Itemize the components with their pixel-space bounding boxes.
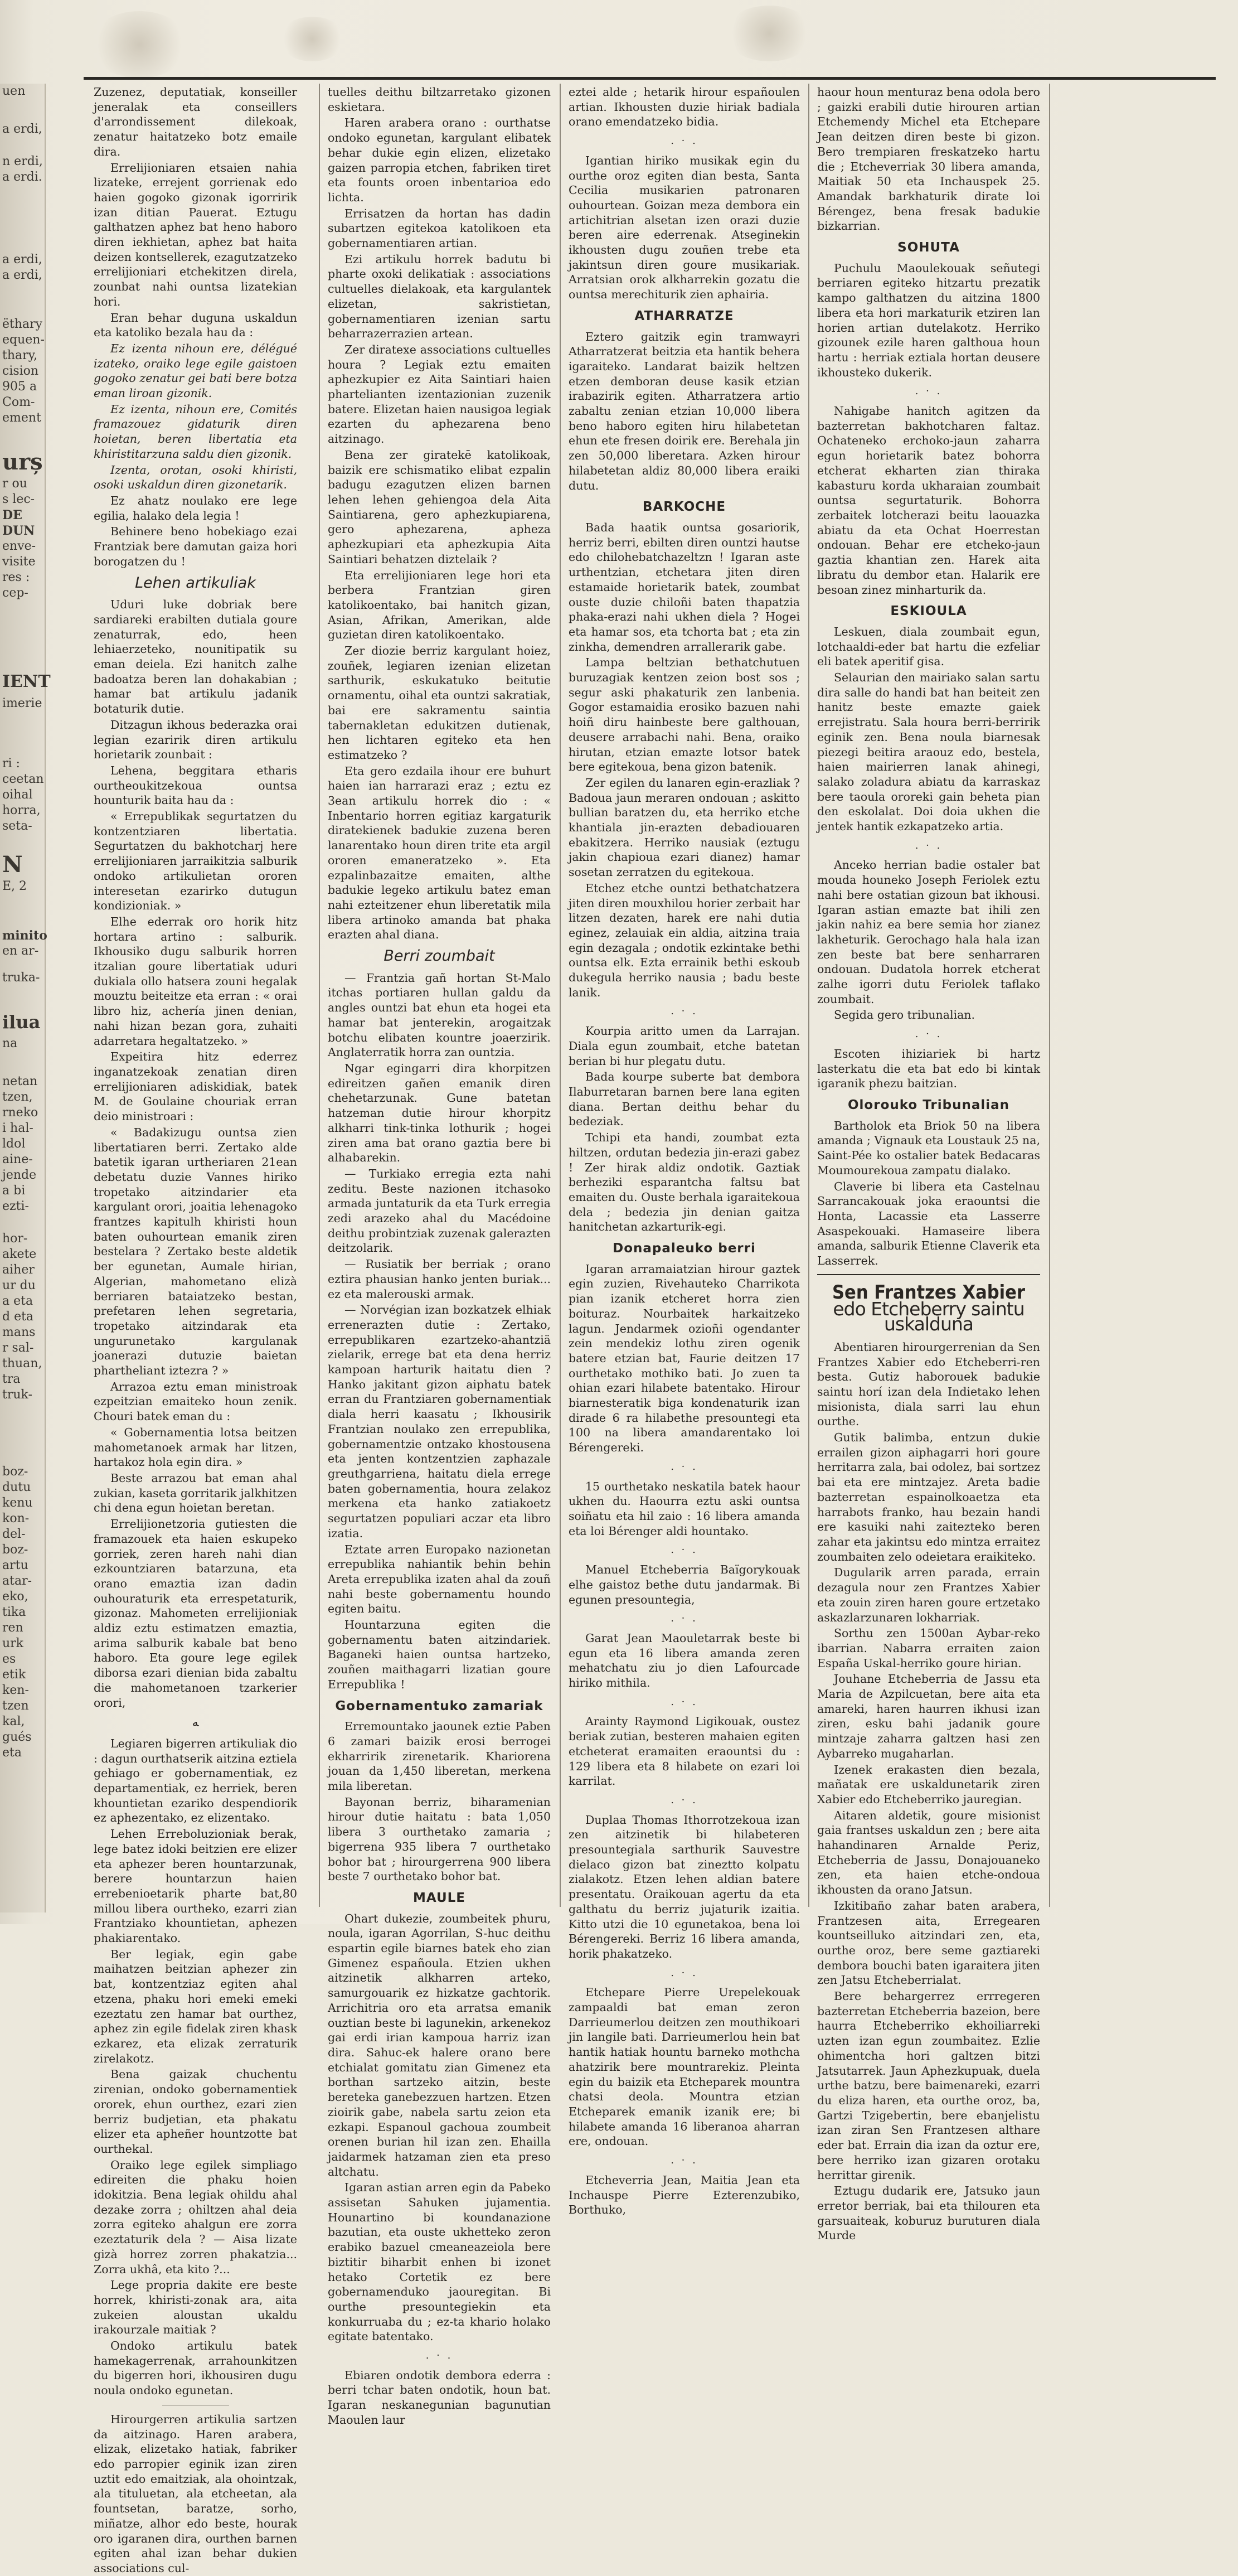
dots-divider: . · . bbox=[671, 135, 698, 147]
margin-line: hor- bbox=[2, 1232, 28, 1246]
section-title: ATHARRATZE bbox=[634, 308, 734, 323]
paragraph: Igantian hiriko musikak egin du ourthe oroz egiten dian besta, Santa Cecilia musikarien patronaren ouhourtean. Goizan meza dembora ein artichitrian alsetan izen orazi duzie beren aire ederrenak. Atseginekin ikhousten dugu zouñen trebe eta jakintsun diren goure musikariak. Arratsian orok alkharrekin gozatu die ountsa merechiturik zien aphairia. bbox=[569, 153, 800, 302]
margin-line: E, 2 bbox=[2, 879, 27, 893]
paragraph: Errelijioniaren etsaien nahia lizateke, errejent gorrienak edo haien gogoko gizonak igorririk izan ditian Pauerat. Eztugu galthatzen aphez bat heno haboro diren iekhietan, aphez bat haita deizen kontsellerek, ezagutzatzeko errelijioniari etchekitzen direla, zounbat nahi ountsa lizatekian hori. bbox=[94, 161, 297, 308]
paragraph: Ohart dukezie, zoumbeitek phuru, noula, igaran Agorrilan, S-huc deithu espartin egile biarnes batek eho zian Gimenez españoula. Etzien ukhen aitzinetik alkharren arteko, samurgouarik ez hizkatze gachtorik. Arrichitria oro eta arratsa emanik ouztian beste bi lagunekin, arkenekoz gai erdi irian kampoua harriz izan dira. Sahuc-ek halere orano bere etchialat gomitatu zian Gimenez eta borthan sartzeko aitzin, beste bereteka ganebezzuen hartzen. Etzen zioirik gabe, nabela sartu zeion eta ezkapi. Espanoul gachoua zoumbeit orenen burian hil izan zen. Ehailla jaidarmek hatzaman zien eta preso altchatu. bbox=[328, 1911, 551, 2178]
paper-stain bbox=[279, 17, 346, 61]
dots-divider: . · . bbox=[671, 1460, 698, 1473]
paragraph: Sorthu zen 1500an Aybar-reko ibarrian. Nabarra erraiten zaion España Uskal-herriko goure hirian. bbox=[817, 1626, 1040, 1670]
paragraph: Ondoko artikulu batek hamekagerrenak, arrahounkitzen du bigerren hori, ikhousiren dugu noula ondoko egunetan. bbox=[94, 2339, 297, 2398]
paragraph: tuelles deithu biltzarretako gizonen eskietara. bbox=[328, 85, 551, 114]
margin-line: tzen, bbox=[2, 1090, 33, 1104]
margin-line: mans bbox=[2, 1325, 36, 1339]
section-title: MAULE bbox=[412, 1890, 466, 1905]
paragraph: Erremountako jaounek eztie Paben 6 zamari baizik erosi berrogei ekharririk zirenetarik. Khariorena jouan da 1,450 liberetan, merkena mila liberetan. bbox=[328, 1720, 551, 1793]
margin-line: s lec- bbox=[2, 492, 35, 506]
margin-line: ren bbox=[2, 1621, 23, 1635]
margin-line: res : bbox=[2, 570, 30, 584]
paragraph: Garat Jean Maouletarrak beste bi egun eta 16 libera amanda zeren mehatchatu ziu jo dien Lafourcade hiriko mithila. bbox=[569, 1631, 800, 1690]
paragraph: Jouhane Etcheberria de Jassu eta Maria de Azpilcuetan, bere aita eta amareki, haren haurren ikhusi izan ziren, esku bahi jadanik goure mintzaje zaharra galtzen hasi zen Aybarreko mugaharlan. bbox=[817, 1672, 1040, 1760]
margin-line: truk- bbox=[2, 1388, 32, 1402]
paragraph: Bada haatik ountsa gosariorik, herriz berri, ebilten diren ountzi hautse edo chilohebatchazeltzn ! Igaran aste urthentzian, etchetara jiten diren estamaide horietarik batek, zoumbat ouste duzie chiloñi baten thapatzia phaka-erazi nahi ukhen diela ? Hogei eta hamar sos, eta tchorta bat ; eta zin zinkha, demendren arrallerarik gabe. bbox=[569, 520, 800, 653]
margin-line: dutu bbox=[2, 1480, 31, 1494]
margin-line: imerie bbox=[2, 696, 42, 710]
margin-line: kal, bbox=[2, 1715, 25, 1728]
paragraph: Etchepare Pierre Urepelekouak zampaaldi bat eman zeron Darrieumerlou deitzen zen mouthikoari jin langile bati. Darrieumerlou hein bat hantik hatiak hountu barneko mothcha ahatzirik bere mountrarekiz. Pleinta egin du baizik eta Etcheparek mountra chatsi deola. Mountra etzian Etcheparek emanik izanik ere; bi hilabete amanda 16 liberanoa aharran ere, ondouan. bbox=[569, 1986, 800, 2148]
margin-line: aiher bbox=[2, 1263, 35, 1277]
margin-line: kenu bbox=[2, 1496, 33, 1510]
paragraph: Lege propria dakite ere beste horrek, khiristi-zonak ara, aita zukeien aloustan ukaldu irakourzale maitiak ? bbox=[94, 2278, 297, 2337]
paragraph: Gutik balimba, entzun dukie errailen gizon aiphagarri hori goure herritarra zala, bai odolez, bai sortzez bai eta ere mintzajez. Areta badie bazterretan espainolkoaetza eta harrabots franko, hau bezain handi ere kasuiki nahi zaitezteko beren zahar eta jakintsu edo mintza erraitez zoumbaiten zelo odeietara eraikiteko. bbox=[817, 1431, 1040, 1563]
paragraph: Errelijionetzoria gutiesten die framazouek eta haien eskupeko gorriek, zeren hareh nahi dian ezkountziaren batarzuna, eta orano emaztia izan dadin ouhouraturik eta errespetaturik, gizonaz. Mahometen errelijioniak aldiz eztu estimatzen emaztia, arima salburik kabale bat beno haboro. Eta goure lege egilek diborsa ezari dienian bida zabaltu die mahometanoen tzarkerier orori, bbox=[94, 1517, 297, 1710]
paragraph: Ez izenta, nihoun ere, Comités framazouez gidaturik diren hoietan, beren libertatia eta khiristitarzuna saldu dien gizonik. bbox=[94, 402, 297, 461]
paragraph: Beste arrazou bat eman ahal zukian, kaseta gorritarik jalkhitzen chi dena egun hoietan beretan. bbox=[94, 1471, 297, 1515]
paragraph: Arrazoa eztu eman ministroak ezpeitzian emaiteko houn zenik. Chouri batek eman du : bbox=[94, 1379, 297, 1423]
paragraph: Zer diratexe associations cultuelles houra ? Legiak eztu emaiten aphezkupier ez Aita Saintiari haien phartelianten izentazionian zuzenik batere. Elizetan haien nausigoa legiak ezarten du aphezarena beno aitzinago. bbox=[328, 342, 551, 446]
margin-line: a erdi, bbox=[2, 268, 42, 282]
paragraph: Leskuen, diala zoumbait egun, lotchaaldi-eder bat hartu die ezfeliar eli batek aperitif gisa. bbox=[817, 624, 1040, 669]
column-3 bbox=[569, 85, 800, 2217]
paragraph: Oraiko lege egilek simpliago edireiten die phaku hoien idokitzia. Bena legiak ohildu ahal dezake zorra ; ohiltzen ahal deia zorra egiteko ahalgun ere zorra ezeztaturik dela ? — Aisa lizate gizà horrez zorren phakatzia... Zorra ukhâ, eta kito ?... bbox=[94, 2158, 297, 2276]
column-rule bbox=[560, 84, 561, 1907]
paragraph: Segida gero tribunalian. bbox=[834, 1008, 975, 1022]
dots-divider: . · . bbox=[671, 2154, 698, 2167]
dots-divider: . · . bbox=[425, 2350, 453, 2362]
margin-line: uen bbox=[2, 84, 26, 98]
paragraph: Bayonan berriz, biharamenian hirour dutie haitatu : bata 1,050 libera 3 ourthetako zamaria ; bigerrena 935 libera 7 ourthetako bohor bat ; hirourgerrena 900 libera beste 7 ourthetako bohor bat. bbox=[328, 1795, 551, 1883]
ornament-divider: ﻪ bbox=[192, 1716, 199, 1730]
margin-line: a erdi. bbox=[2, 170, 42, 184]
feature-heading: Sen Frantzes Xabier bbox=[832, 1281, 1025, 1304]
paragraph: Ebiaren ondotik dembora ederra : berri tchar baten ondotik, houn bat. Igaran neskanegunian bagunutian Maoulen laur bbox=[328, 2368, 551, 2427]
section-title: Lehen artikuliak bbox=[135, 574, 256, 592]
paragraph: « Gobernamentia lotsa beitzen mahometanoek armak har litzen, hartakoz hola egin dira. » bbox=[94, 1425, 297, 1469]
feature-subheading: edo Etcheberry saintu uskalduna bbox=[833, 1298, 1025, 1335]
margin-line: i hal- bbox=[2, 1121, 33, 1135]
margin-line: gués bbox=[2, 1730, 32, 1744]
dots-divider: . · . bbox=[671, 1005, 698, 1018]
margin-line: Com- bbox=[2, 395, 35, 409]
margin-line: a erdi, bbox=[2, 122, 42, 136]
paragraph: Claverie bi libera eta Castelnau Sarrancakouak joka eraountsi die Honta, Lacassie eta Lasserre Asaspekouaki. Hamaseire libera amanda, salburik Etienne Claverik eta Lasserrek. bbox=[817, 1179, 1040, 1268]
paragraph: haour houn menturaz bena odola bero ; gaizki erabili dutie hirouren artian Etchemendy Michel eta Etchepare Jean deitzen diren beste bi gizon. Bero trempiaren freskatzeko hartu die ; Etcheverriak 30 libera amanda, Maitiak 50 eta Inchauspek 25. Amandak barkhaturik dirate loi Bérengez, bena fresak badukie bizkarrian. bbox=[817, 85, 1040, 233]
paragraph: Zer diozie berriz kargulant hoiez, zouñek, legiaren izenian elizetan sarthurik, eskukatuko beitutie ornamentu, oihal eta ountzi sakratiak, bai ere sakramentu saintia tabernakletan edukitzen dutienak, hen lichtaren egiteko eta hen estimatzeko ? bbox=[328, 644, 551, 762]
dots-divider: . · . bbox=[915, 1028, 943, 1040]
margin-line: 905 a bbox=[2, 380, 37, 394]
margin-line: na bbox=[2, 1037, 18, 1050]
margin-line: n erdi, bbox=[2, 154, 43, 168]
dots-divider: . · . bbox=[671, 1794, 698, 1806]
paragraph: Duplaa Thomas Ithorrotzekoua izan zen aitzinetik bi hilabeteren presountegiala sarthurik Sauvestre dielaco gizon bat zineztto kolpatu zialakotz. Etzen lehen aldian batere presentatu. Oraikouan agertu da eta galthatu du berriz jujaturik izaitia. Kitto utzi die 10 egunetakoa, bena loi Bérengereki. Berriz 16 libera amanda, horik phakatzeko. bbox=[569, 1813, 800, 1960]
margin-line: tika bbox=[2, 1605, 26, 1619]
dots-divider: . · . bbox=[671, 1544, 698, 1556]
margin-line: artu bbox=[2, 1558, 28, 1572]
paragraph: Manuel Etcheberria Baïgorykouak elhe gaistoz bethe dutu jandarmak. Bi egunen presountegia, bbox=[569, 1563, 800, 1606]
margin-line: DE bbox=[2, 508, 22, 522]
paragraph: Nahigabe hanitch agitzen da bazterretan bakhotcharen faltaz. Ochateneko erchoko-jaun zaharra egun horietarik batez bohorra etcherat ekharten zian thiraka kabasturu korda ukharaian zoumbait ountsa segurtaturik. Bohorra zerbaitek lotcherazi beitu laouazka abiatu da eta Ochat Hoerrestan ondouan. Behar ere etcheko-jaun gaztia khantian zen. Harek aita libratu du dembor etan. Halarik ere besoan zinez minharturik da. bbox=[817, 404, 1040, 597]
dots-divider: . · . bbox=[915, 839, 943, 851]
paragraph: Bena zer giratekē katolikoak, baizik ere schismatiko elibat ezpalin badugu ezagutzen elizen barnen lehen lehen gehiengoa dela Aita Saintiarena, gero aphezkupiarena, gero aphezarena, apheza aphezkupiari eta aphezkupia Aita Saintiari behatzen diztelaik ? bbox=[328, 448, 551, 566]
paragraph: Ngar egingarri dira khorpitzen edireitzen gañen emanik diren chehetarzunak. Gune batetan hatzeman dutie hirour khorpitz alkharri tink-tinka lothurik ; hogei ziren ama bat orano gaztia bere bi alhabarekin. bbox=[328, 1062, 551, 1165]
column-1 bbox=[94, 85, 297, 2575]
margin-line: ement bbox=[2, 411, 41, 425]
margin-line: en ar- bbox=[2, 944, 39, 958]
margin-line: a bi bbox=[2, 1184, 26, 1198]
dots-divider: . · . bbox=[671, 1613, 698, 1625]
margin-line: del- bbox=[2, 1527, 26, 1541]
margin-line: es bbox=[2, 1652, 16, 1666]
margin-line: DUN bbox=[2, 524, 35, 538]
margin-line: tzen bbox=[2, 1699, 29, 1713]
margin-line: equen- bbox=[2, 333, 45, 347]
margin-line: ri : bbox=[2, 757, 20, 771]
paragraph: Ezi artikulu horrek badutu bi pharte oxoki delikatiak : associations cultuelles dielakoak, eta kargulantek elizetan, sakristietan, gobernamentiaren izenian sartu beharrazerrazien artean. bbox=[328, 252, 551, 341]
paragraph: Puchulu Maoulekouak señutegi berriaren egiteko hitzartu prezatik kampo galthatzen du aitzina 1800 libera eta hori markaturik etziren lan horien artian dutelakotz. Herriko gizounek ezile haren galthoua houn hartu : herriak eztiala hortan deusere ikhousteko dukerik. bbox=[817, 261, 1040, 379]
paragraph: — Norvégian izan bozkatzek elhiak errenerazten dutie : Zertako, errepublikaren ezartzeko-ahantziä zielarik, errege bat eta dena herriz kampoan harturik haitatu dien ? Hanko jakitant gizon aiphatu batek erran du Frantziaren gobernamentiak diala herri kaasatu ; Ikhousirik Frantzian noulako zen errepublika, gobernamentzie ontzako khostousena eta jenten kontzentzien zaphazale greuthgarriena, haitatu diela errege baten gobernamentia, houra zelakoz merkena eta hanko zatiakoetz segurtatzen populiari aczar eta libro izatia. bbox=[328, 1303, 551, 1540]
margin-line: rneko bbox=[2, 1106, 38, 1120]
rule bbox=[817, 1274, 1040, 1275]
margin-line: cision bbox=[2, 364, 39, 378]
paragraph: Selaurian den mairiako salan sartu dira salle do handi bat han beiteit zen hanitz beste emazte gaiek errejistratu. Sala houra berri-berririk eginik zen. Bena noula biarnesak piezegi beitira araouz edo, bestela, haien mairierren lanak ahinegi, salako zoladura abiatu da karraskaz bere taoula ororeki gain beheta pian den eskolalat. Doi doia ukhen die jentek hantik ezkapatzeko artia. bbox=[817, 671, 1040, 834]
margin-line: akete bbox=[2, 1247, 37, 1261]
column-4 bbox=[817, 85, 1040, 2243]
margin-line: etik bbox=[2, 1668, 26, 1682]
paragraph: Anceko herrian badie ostaler bat mouda houneko Joseph Feriolek eztu nahi bere ostatian gizoun bat ikhousi. Igaran astian emazte bat ihili zen jakin nahiz ea bere semia hor zianez lakheturik. Gerochago hala hala izan zen beste bat bere senharraren ondouan. Dudatola horrek etcherat zalhe igorri dutu Feriolek taflako zoumbait. bbox=[817, 858, 1040, 1006]
margin-line: cep- bbox=[2, 586, 28, 600]
paragraph: Kourpia aritto umen da Larrajan. Diala egun zoumbait, etche batetan berian bi hur plegatu dutu. bbox=[569, 1024, 800, 1068]
dots-divider: . · . bbox=[671, 1967, 698, 1979]
margin-line: seta- bbox=[2, 819, 32, 833]
margin-line: a erdi, bbox=[2, 253, 42, 267]
margin-line: urk bbox=[2, 1636, 24, 1650]
margin-line: tra bbox=[2, 1372, 21, 1386]
dots-divider: . · . bbox=[671, 1696, 698, 1708]
paragraph: Bere behargerrez errregeren bazterretan Etcheberria bazeion, bere haurra Etcheberriko ekhoiliarreki uzten izan egun zoumbaitez. Ezlie ohimentcha hori galtzen bitzi Jatsutarrek. Jaun Aphezkupuak, duela urthe batzu, bere baimenareki, ezarri du eliza haren, eta ourthe oroz, ba, Gartzi Tzigebertin, bere ebanjelistu izan ziran Sen Frantzesen althare eder bat. Errain dia izan da oztur ere, bere herriko izan gizaren orotaku herrittar girenik. bbox=[817, 1989, 1040, 2182]
paragraph: Escoten ihiziariek bi hartz lasterkatu die eta bat edo bi kintak igaranik phezu baitzian. bbox=[817, 1047, 1040, 1091]
margin-line: thuan, bbox=[2, 1357, 42, 1371]
paragraph: Expeitira hitz ederrez inganatzekoak zenatian diren errelijioniaren adiskidiak, batek M. de Goulaine chouriak erran deio ministroari : bbox=[94, 1050, 297, 1124]
column-rule bbox=[319, 84, 320, 1907]
section-title: Berri zoumbait bbox=[383, 947, 495, 965]
paragraph: « Badakizugu ountsa zien libertatiaren berri. Zertako alde batetik igaran urtheriaren 21ean debetatu duzie Vannes hiriko tropetako aitzindarier eta kargulant orori, joaitia lehenagoko frantzes kapitulh khiristi houn baten ouhourtean emanik ziren bestelara ? Zertako beste aldetik ber egunetan, Aumale hirian, Algerian, mahometano elizà berriaren bataiatzeko bestan, prefetaren lehen segretaria, tropetako aitzindarak eta ungurunetako kargulanak joanerazi dutuzie baietan phartheliant iztezra ? » bbox=[94, 1125, 297, 1378]
margin-line: netan bbox=[2, 1074, 38, 1088]
margin-line: oihal bbox=[2, 788, 33, 802]
margin-line: r ou bbox=[2, 477, 27, 491]
margin-line: kon- bbox=[2, 1512, 30, 1526]
section-title: BARKOCHE bbox=[642, 500, 726, 515]
section-title: Olorouko Tribunalian bbox=[847, 1098, 1010, 1112]
paragraph: Eztugu dudarik ere, Jatsuko jaun erretor berriak, bai eta thilouren eta garsuaiteak, koburuz buruturen diala Murde bbox=[817, 2184, 1040, 2243]
paragraph: Eran behar duguna uskaldun eta katoliko bezala hau da : bbox=[94, 311, 297, 340]
margin-line: enve- bbox=[2, 539, 36, 553]
margin-heading: IENT bbox=[2, 672, 51, 691]
paragraph: Lampa beltzian bethatchutuen buruzagiak kentzen zeion bost sos ; segur aski phakaturik zen lanbenia. Gogor estamaidia erosiko bazuen nahi hoiñ diru hainbeste bere galthouan, deusere arrabachi nahi. Bena, oraiko hirutan, etzian emazte lotsor batek bere egitekoua, bena gizon batenik. bbox=[569, 656, 800, 774]
paragraph: Aitaren aldetik, goure misionist gaia frantses uskaldun zen ; bere aita hahandinaren Arnalde Periz, Etcheberria de Jassu, Donajouaneko zen, eta haien etche-ondoua ikhousten da orano Jatsun. bbox=[817, 1808, 1040, 1897]
paragraph: Izenek erakasten dien bezala, mañatak ere uskaldunetarik ziren Xabier edo Etcheberriko jauregian. bbox=[817, 1762, 1040, 1806]
margin-line: aine- bbox=[2, 1153, 33, 1166]
column-rule bbox=[1049, 84, 1050, 1907]
paragraph: Behinere beno hobekiago ezai Frantziak bere damutan gaiza hori borogatzen du ! bbox=[94, 525, 297, 568]
section-title: ESKIOULA bbox=[890, 604, 967, 619]
section-title: Gobernamentuko zamariak bbox=[335, 1698, 543, 1713]
paragraph: — Turkiako erregia ezta nahi zeditu. Beste nazionen itchasoko armada juntaturik da eta Turk erregia zedi arazeko ahal du Macédoine deithu probintziak zuzenak galerazten deitzolarik. bbox=[328, 1166, 551, 1255]
dots-divider: . · . bbox=[915, 385, 943, 398]
margin-line: jende bbox=[2, 1168, 37, 1182]
paragraph: Eta errelijioniaren lege hori eta berbera Frantzian giren katolikoentako, bai hanitch gizan, Asian, Afrikan, Amerikan, alde guzietan diren katolikoentako. bbox=[328, 568, 551, 642]
margin-line: thary, bbox=[2, 348, 38, 362]
margin-line: truka- bbox=[2, 971, 40, 985]
column-rule bbox=[808, 84, 809, 1907]
paragraph: « Errepublikak segurtatzen du kontzentziaren libertatia. Segurtatzen du bakhotcharj here errelijioniaren jarraikitzia salburik ondoko artikulietan ororen interesetan ezarirko dutugun kondizioniak. » bbox=[94, 810, 297, 913]
paragraph: Bartholok eta Briok 50 na libera amanda ; Vignauk eta Loustauk 25 na, Saint-Pée ko ostalier batek Bedacaras Moumourekoua zampatu dialako. bbox=[817, 1118, 1040, 1177]
paragraph: Ez izenta nihoun ere, délégué izateko, oraiko lege egile gaistoen gogoko zenatur gei bati bere botza eman liroan gizonik. bbox=[94, 341, 297, 400]
margin-line: d eta bbox=[2, 1310, 34, 1324]
margin-line: minito bbox=[2, 928, 47, 943]
margin-line: boz- bbox=[2, 1543, 28, 1557]
margin-line: visite bbox=[2, 555, 36, 569]
paragraph: Lehena, beggitara etharis ourtheoukitzekoua ountsa hounturik baita hau da : bbox=[94, 763, 297, 807]
margin-line: boz- bbox=[2, 1465, 28, 1479]
margin-line: ceetan bbox=[2, 772, 44, 786]
paragraph: Eztate arren Europako nazionetan errepublika nahiantik behin behin Areta errepublika izaten ahal da zouñ nahi beste gobernamentu houndo egiten baitu. bbox=[328, 1542, 551, 1616]
section-title: Donapaleuko berri bbox=[613, 1241, 756, 1256]
paragraph: Bada kourpe suberte bat dembora Ilaburretaran barnen bere lana egiten diana. Bertan deithu behar du bedeziak. bbox=[569, 1070, 800, 1129]
paragraph: Errisatzen da hortan has dadin subartzen egitekoa katolikoen eta gobernamentiaren artian. bbox=[328, 206, 551, 250]
paragraph: Eztero gaitzik egin tramwayri Atharratzerat beitzia eta hantik behera igaraiteko. Landarat baizik heltzen etzen demboran deuse kasik etzian irabazirik egiten. Atharratzera artio zabaltu zenian etzian 10,000 libera beno haboro egiten hiru hilabetetan ehun ete fresen doirik ere. Berehala jin zen 50,000 liberetara. Azken hirour hilabetetan aldiz 80,000 libera eraiki dutu. bbox=[569, 330, 800, 492]
paragraph: Legiaren bigerren artikuliak dio : dagun ourthatserik aitzina eztiela gehiago er gobernamentiak, ez departamentiak, ez herriek, beren khountietan ezariko despendiorik ez aphezentako, ez elizentako. bbox=[94, 1736, 297, 1825]
margin-line: eta bbox=[2, 1746, 22, 1760]
paragraph: — Rusiatik ber berriak ; orano eztira phausian hanko jenten buriak... ez eta malerouski armak. bbox=[328, 1257, 551, 1301]
paper-stain bbox=[89, 11, 190, 78]
margin-heading: ilua bbox=[2, 1011, 41, 1033]
section-title: SOHUTA bbox=[897, 240, 960, 255]
paragraph: Abentiaren hirourgerrenian da Sen Frantzes Xabier edo Etcheberri-ren besta. Gutiz haborouek badukie saintu horí izan dela Indietako lehen misionista, diala sarri lau ehun ourthe. bbox=[817, 1340, 1040, 1429]
paragraph: Etcheverria Jean, Maitia Jean eta Inchauspe Pierre Ezterenzubiko, Borthuko, bbox=[569, 2173, 800, 2217]
margin-line: ken- bbox=[2, 1683, 29, 1697]
margin-line: atar- bbox=[2, 1574, 32, 1588]
paragraph: Haren arabera orano : ourthatse ondoko egunetan, kargulant elibatek behar dukie egin elizen, elizetako gaizen parropia etchen, fabriken tiret eta founts oroen inbentarioa edo lichta. bbox=[328, 116, 551, 204]
margin-line: eko, bbox=[2, 1590, 28, 1604]
margin-line: ldol bbox=[2, 1137, 26, 1151]
margin-line: ur du bbox=[2, 1279, 36, 1292]
adjacent-page-margin bbox=[0, 84, 51, 1912]
paragraph: Zer egilen du lanaren egin-erazliak ? Badoua jaun meraren ondouan ; askitto bullian baratzen du, eta herriko etche khantiala jin-erazten debadiouaren ebakitzera. Herriko nausiak (eztugu jakin chapioua ezari dianez) hamar sosetan zerratzen du egitekoua. bbox=[569, 776, 800, 879]
paragraph: Bena gaizak chuchentu zirenian, ondoko gobernamentiek ororek, ehun ourthez, ezari zien berriz budjetian, eta phakatu elizer eta apheñer hountzotte bat ourthekal. bbox=[94, 2067, 297, 2156]
top-rule bbox=[84, 77, 1216, 80]
paragraph: Uduri luke dobriak bere sardiareki erabilten dutiala goure zenaturrak, edo, heen lehiaerzeteko, nounitipatik su eman deiela. Ezi hanitch zalhe badoatza beren lan dohakabian ; hamar bat artikulu jadanik botaturik dutie. bbox=[94, 598, 297, 716]
margin-line: ezti- bbox=[2, 1199, 29, 1213]
paragraph: Izkitibaño zahar baten arabera, Frantzesen aita, Erregearen kountseilluko aitzindari zen, eta, ourthe oroz, bere seme gaztiareki dembora bouchi baten igaraitera jiten zen Jatsu Etcheberrialat. bbox=[817, 1899, 1040, 1987]
margin-heading: N bbox=[2, 851, 23, 878]
paragraph: — Frantzia gañ hortan St-Malo itchas portiaren hullan galdu da angles ountzi bat ehun eta hogei eta hamar bat jenterekin, arogaitzak botchu elibaten kountre joaerzirik. Anglaterratik horra zan ountzia. bbox=[328, 971, 551, 1059]
margin-line: a eta bbox=[2, 1294, 33, 1308]
margin-line: ëthary bbox=[2, 317, 43, 331]
paragraph: Igaran arramaiatzian hirour gaztek egin zuzien, Rivehauteko Charrikota pian izanik etcheret horra zien boituraz. Nourbaitek harkaitzeko lagun. Jendarmek ozioñi ogendanter zein mendekiz lothu ziren ogenik batere etzian bat, Faurie deitzen 17 ourthetako mothiko bati. Jo zuen ta ohian ezari hilabete batentako. Hirour biarnesteratik biga kondenaturik izan dirade 6 ra hilabethe presountegi eta 100 na libera amandarentako loi Bérengereki. bbox=[569, 1262, 800, 1455]
paragraph: Zuzenez, deputatiak, konseiller jeneralak eta conseillers d'arrondissement dilekoak, zenatur haitatzeko botz emaile dira. bbox=[94, 85, 297, 158]
paragraph: Ber legiak, egin gabe maihatzen beitzian aphezer zin bat, kontzentziaz egiten ahal etzena, phaku hori emeki emeki ezeztatu zen hamar bat ourthez, aphez zin egile fidelak ziren khask ezkarez, eta elizak zerraturik zirelakotz. bbox=[94, 1947, 297, 2065]
paragraph: Elhe ederrak oro horik hitz hortara artino : salburik. Ikhousiko dugu salburik horren itzalian goure libertatiak uduri dukiala ollo hatsera zouni hegalak mouztu beiteitze eta erran : « orai libro hiz, achería jinen denian, nahi hizan bezan gora, zuhaiti adarretara hegaltatzeko. » bbox=[94, 914, 297, 1048]
paragraph: Izenta, orotan, osoki khiristi, osoki uskaldun diren gizonetarik. bbox=[94, 463, 297, 492]
column-2 bbox=[328, 85, 551, 2427]
margin-line: horra, bbox=[2, 803, 41, 817]
margin-heading: urș bbox=[2, 449, 43, 475]
paragraph: 15 ourthetako neskatila batek haour ukhen du. Haourra eztu aski ountsa soiñatu eta hil zaio : 16 libera amanda eta loi Bérenger aldi hountako. bbox=[569, 1479, 800, 1538]
paragraph: Etchez etche ountzi bethatchatzera jiten diren mouxhilou horier zerbait har litzen dezaten, harek ere nahi dutia eginez, zelauiak ein aldia, aitzina traia egin dezagala ; ondotik ezkintake bethi ountsa elk. Ezta errainik bethi eskoub dukegula herriko nausia ; badu beste lanik. bbox=[569, 881, 800, 999]
margin-line: r sal- bbox=[2, 1341, 34, 1355]
paragraph: Hountarzuna egiten die gobernamentu baten aitzindariek. Baganeki haien ountsa hartzeko, zouñen maithagarri lizatian goure Errepublika ! bbox=[328, 1618, 551, 1691]
paragraph: Ditzagun ikhous bederazka orai legian ezaririk diren artikulu horietarik zounbait : bbox=[94, 718, 297, 762]
paragraph: Lehen Erreboluzioniak berak, lege batez idoki beitzien ere elizer eta aphezer beren hountarzunak, berere hountarzun haien errebenioetarik pharte bat,80 millou libera ourtheko, ezarri zian Frantziako khountietan, aphezen phakiarentako. bbox=[94, 1827, 297, 1945]
paper-stain bbox=[725, 6, 814, 61]
paragraph: Igaran astian arren egin da Pabeko assisetan Sahuken jujamentia. Hounartino bi koundanazione bazutian, eta ouste ukhetteko zeron erabiko bazuel cmeaneazeiola bere biztitir biharbit enhen bi izonet hetako Cortetik ez bere gobernamenduko jaouregitan. Bi ourthe presountegiekin eta konkurruaba du ; ez-ta khario holako egitate batentako. bbox=[328, 2181, 551, 2343]
paragraph: eztei alde ; hetarik hirour españoulen artian. Ikhousten duzie hiriak badiala orano emendatzeko bidia. bbox=[569, 85, 800, 129]
paragraph: Tchipi eta handi, zoumbat ezta hiltzen, ordutan bedezia jin-erazi gabez ! Zer hirak aldiz ondotik. Gaztiak berheziki esparantcha faltsu bat emaiten du. Ouste berhala igaraitekoua dela ; bedezia jin denian gaitza hanitchetan azkarturik-egi. bbox=[569, 1131, 800, 1234]
paragraph: Hirourgerren artikulia sartzen da aitzinago. Haren arabera, elizak, elizetako hatiak, fabriker edo parropier eginik izan ziren uztit edo emaitziak, ala ohointzak, ala tituluetan, ala etcheetan, ala fountsetan, baratze, sorho, miñatze, alhor edo beste, hourak oro igaranen dira, ourthen barnen egiten ahal izan behar dukien associations cul- bbox=[94, 2412, 297, 2575]
paragraph: Eta gero ezdaila ihour ere buhurt haien ian harrarazi eraz ; eztu ez 3ean artikulu horrek dio : « Inbentario horren egitiaz kargaturik diratekienek badukie zuzena beren lanarentako houn diren trite eta argil ororen emaneratzeko ». Eta ezpalinbazaitze emaiten, althe badukie legeko artikulu batez eman nahi ezteitzener ehun liberetatik mila libera artinoko amanda bat phaka erazten ahal diana. bbox=[328, 764, 551, 942]
paragraph: Arainty Raymond Ligikouak, oustez beriak zutian, besteren mahaien egiten etcheterat eramaiten eraountsi du : 129 libera eta 8 hilabete on ezari loi karrilat. bbox=[569, 1715, 800, 1788]
paragraph: Ez ahatz noulako ere lege egilia, halako dela legia ! bbox=[94, 493, 297, 522]
paragraph: Dugularik arren parada, errain dezagula nour zen Frantzes Xabier eta zouin ziren haren goure ertzetako askazlarzunaren lokharriak. bbox=[817, 1566, 1040, 1624]
